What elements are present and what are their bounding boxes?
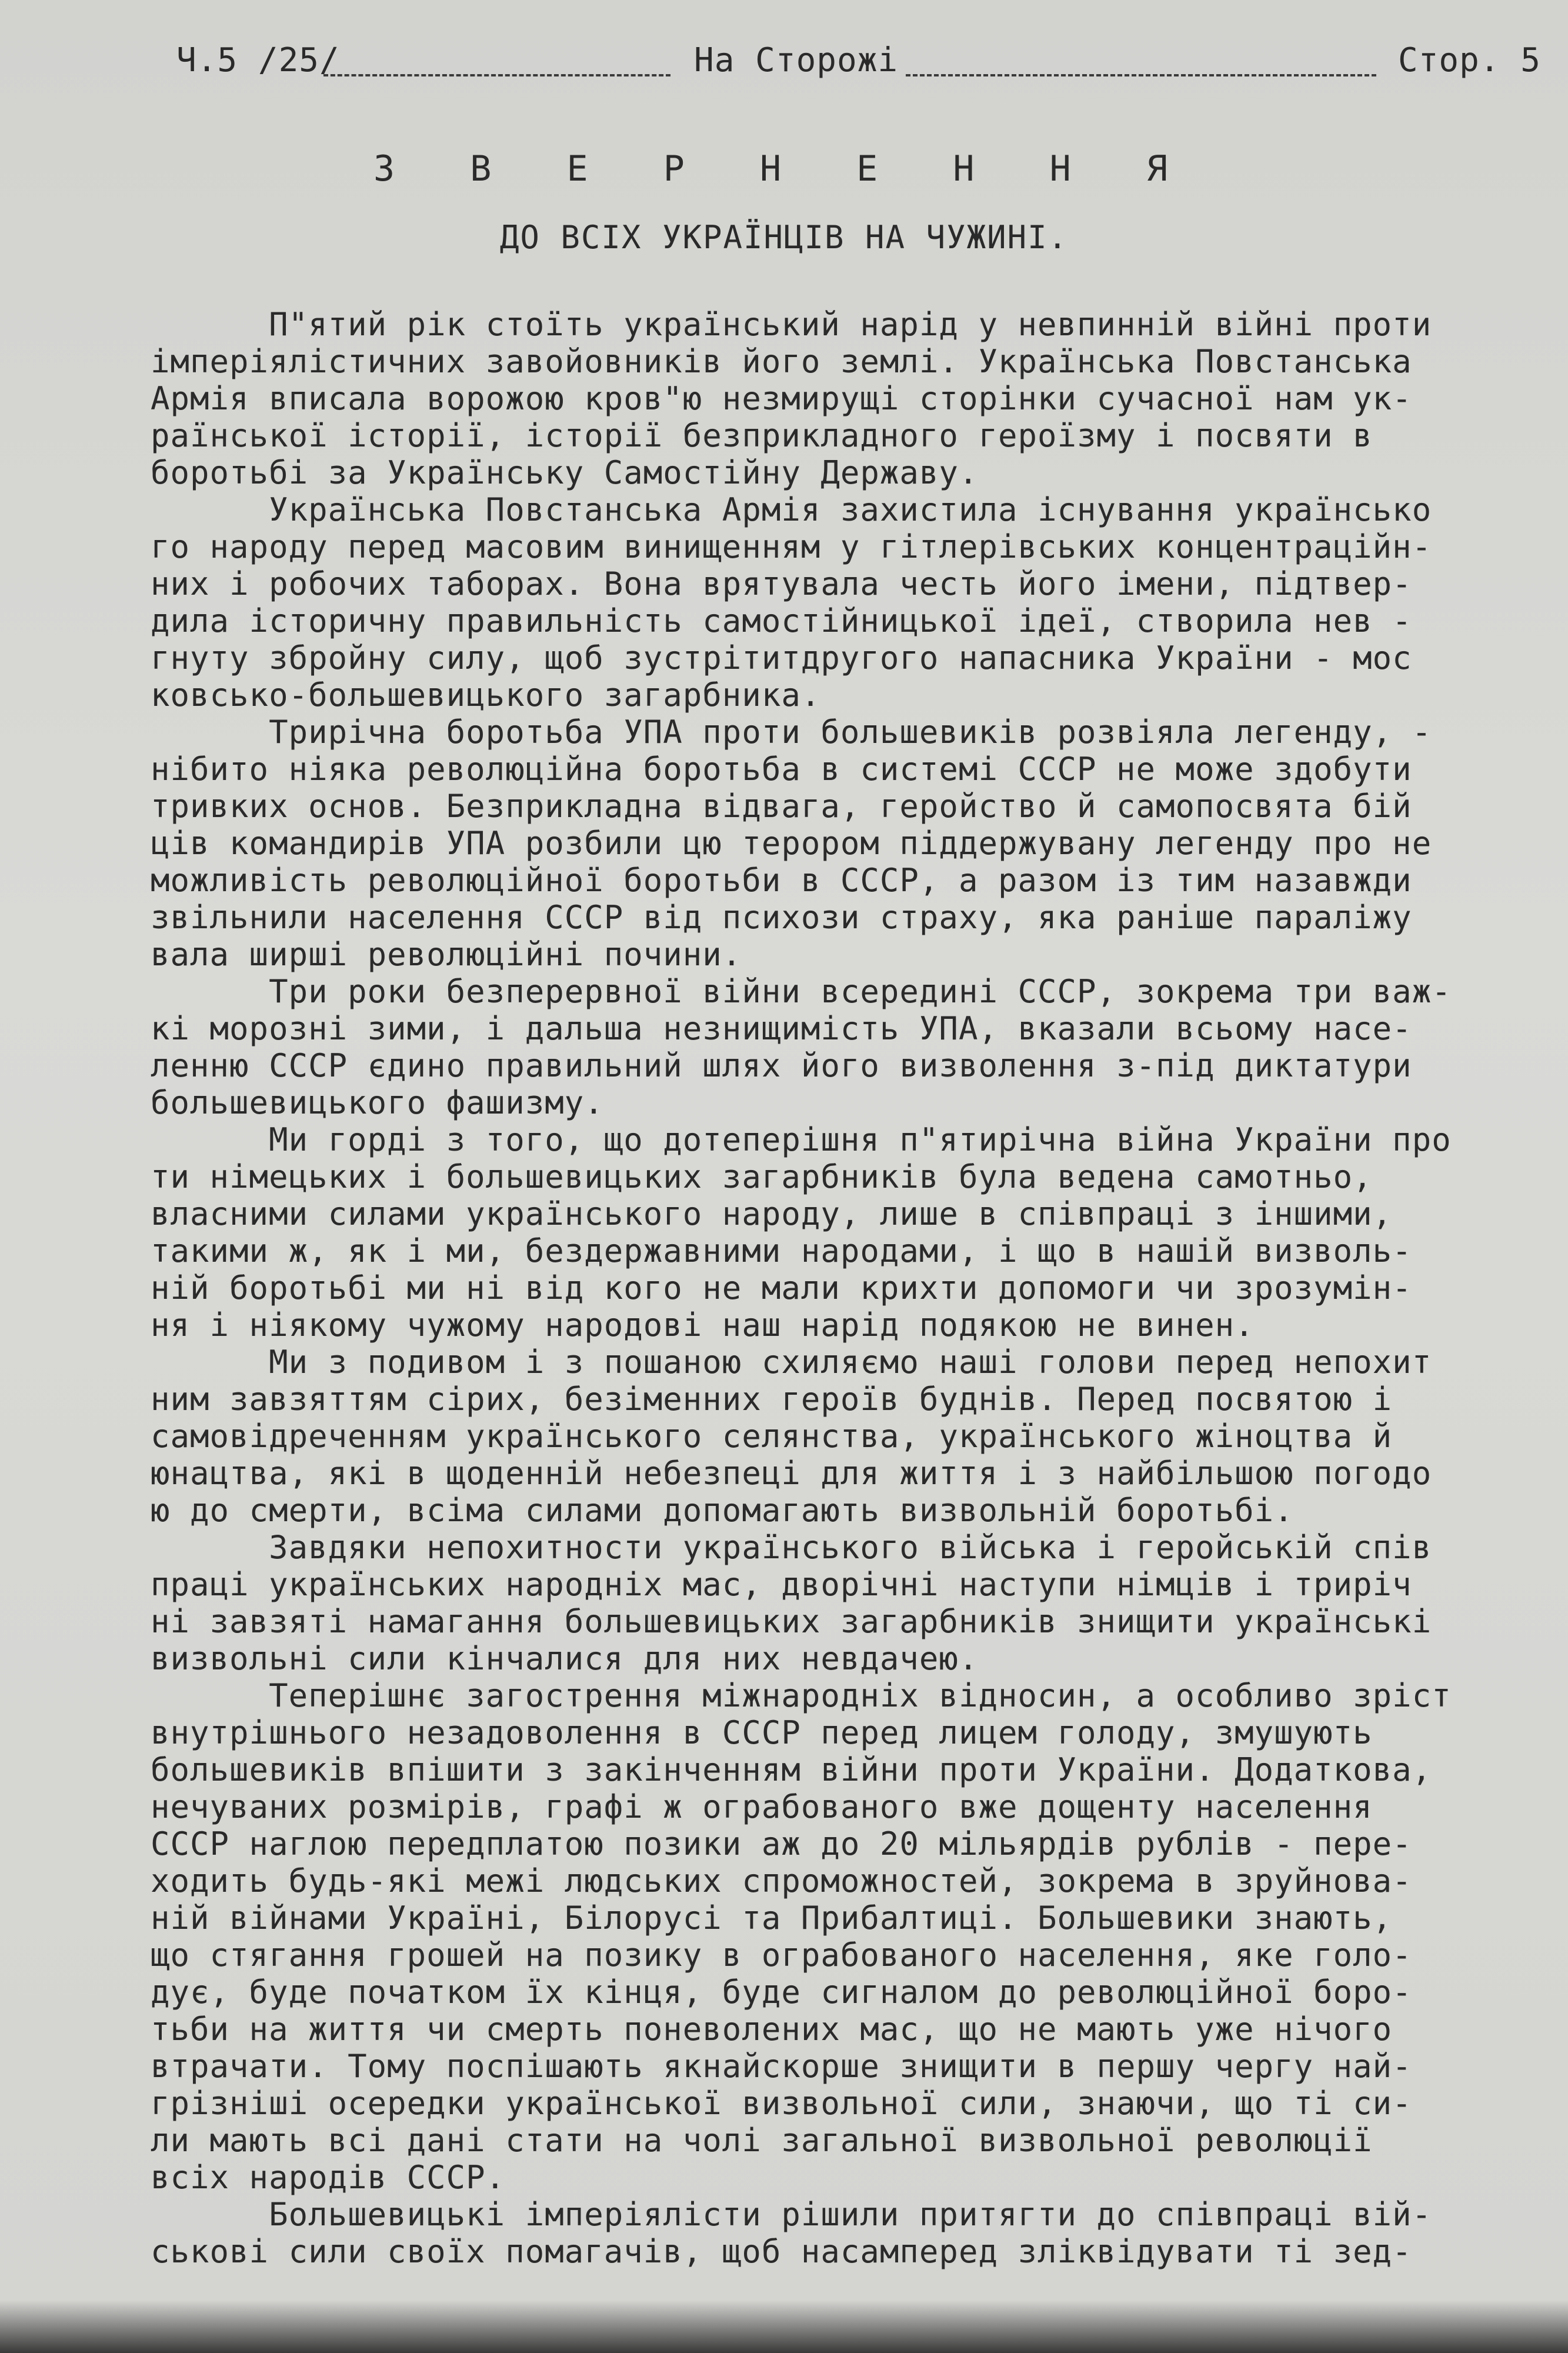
text-line: ю до смерти, всіма силами допомагають визвольній боротьбі. xyxy=(151,1492,1294,1529)
text-line: імперіялістичних завойовників його землі. Українська Повстанська xyxy=(151,343,1412,380)
text-line: большевиків впішити з закінченням війни проти України. Додаткова, xyxy=(151,1751,1432,1788)
text-line: вала ширші революційні почини. xyxy=(151,936,742,973)
text-line: Большевицькі імперіялісти рішили притягти до співпраці вій- xyxy=(151,2196,1432,2233)
text-line: ня і ніякому чужому народові наш нарід подякою не винен. xyxy=(151,1307,1255,1344)
text-line: ній боротьбі ми ні від кого не мали крихти допомоги чи зрозумін- xyxy=(151,1269,1412,1307)
text-line: праці українських народніх мас, дворічні наступи німців і триріч xyxy=(151,1566,1412,1603)
text-line: нечуваних розмірів, графі ж ограбованого вже дощенту населення xyxy=(151,1788,1373,1825)
text-line: Українська Повстанська Армія захистила існування українсько xyxy=(151,491,1432,528)
text-line: большевицького фашизму. xyxy=(151,1084,604,1121)
text-line: боротьбі за Українську Самостійну Державу. xyxy=(151,454,979,491)
text-line: ти німецьких і большевицьких загарбників була ведена самотньо, xyxy=(151,1158,1373,1195)
text-line: гнуту збройну силу, щоб зустрітитдругого напасника України - мос xyxy=(151,639,1412,676)
text-line: нібито ніяка революційна боротьба в системі СССР не може здобути xyxy=(151,751,1412,788)
text-line: го народу перед масовим винищенням у гітлерівських концентраційн- xyxy=(151,528,1432,565)
text-line: ськові сили своїх помагачів, щоб насамперед зліквідувати ті зед- xyxy=(151,2233,1412,2270)
text-line: такими ж, як і ми, бездержавними народами, і що в нашій визволь- xyxy=(151,1232,1412,1269)
text-line: втрачати. Тому поспішають якнайскорше знищити в першу чергу най- xyxy=(151,2048,1412,2085)
text-line: юнацтва, які в щоденній небезпеці для життя і з найбільшою погодо xyxy=(151,1455,1432,1492)
text-line: ленню СССР єдино правильний шлях його визволення з-під диктатури xyxy=(151,1047,1412,1084)
text-line: них і робочих таборах. Вона врятувала честь його імени, підтвер- xyxy=(151,565,1412,602)
text-line: кі морозні зими, і дальша незнищимість УПА, вказали всьому насе- xyxy=(151,1010,1412,1047)
publication-title: На Сторожі xyxy=(694,41,899,79)
text-line: ним завзяттям сірих, безіменних героїв буднів. Перед посвятою і xyxy=(151,1381,1393,1418)
text-line: ковсько-большевицького загарбника. xyxy=(151,676,821,714)
text-line: визвольні сили кінчалися для них невдачею. xyxy=(151,1640,979,1677)
text-line: Трирічна боротьба УПА проти большевиків розвіяла легенду, - xyxy=(151,714,1432,751)
page-number: Стор. 5 xyxy=(1397,41,1541,79)
text-line: можливість революційної боротьби в СССР, а разом із тим назавжди xyxy=(151,862,1412,899)
text-line: звільнили населення СССР від психози страху, яка раніше параліжу xyxy=(151,899,1412,936)
page-header xyxy=(176,41,1541,88)
text-line: Завдяки непохитности українського війська і геройській спів xyxy=(151,1529,1432,1566)
text-line: СССР наглою передплатою позики аж до 20 мільярдів рублів - пере- xyxy=(151,1825,1412,1862)
text-line: Ми горді з того, що дотеперішня п"ятирічна війна України про xyxy=(151,1121,1452,1158)
text-line: Теперішнє загострення міжнародніх відносин, а особливо зріст xyxy=(151,1677,1452,1714)
text-line: П"ятий рік стоїть український нарід у невпинній війні проти xyxy=(151,306,1432,343)
text-line: Армія вписала ворожою кров"ю незмирущі сторінки сучасної нам ук- xyxy=(151,380,1412,417)
document-subtitle: ДО ВСІХ УКРАЇНЦІВ НА ЧУЖИНІ. xyxy=(499,219,1069,256)
text-line: тривких основ. Безприкладна відвага, геройство й самопосвята бій xyxy=(151,788,1412,825)
text-line: тьби на життя чи смерть поневолених мас, що не мають уже нічого xyxy=(151,2011,1393,2048)
text-line: що стягання грошей на позику в ограбованого населення, яке голо- xyxy=(151,1937,1412,1974)
issue-number: Ч.5 /25/ xyxy=(176,41,340,79)
text-line: ходить будь-які межі людських спроможностей, зокрема в зруйнова- xyxy=(151,1862,1412,1899)
text-line: грізніші осередки української визвольної сили, знаючи, що ті си- xyxy=(151,2085,1412,2122)
header-dashes-right xyxy=(906,74,1376,76)
body-text xyxy=(151,306,1539,2270)
text-line: всіх народів СССР. xyxy=(151,2159,506,2196)
text-line: Ми з подивом і з пошаною схиляємо наші голови перед непохит xyxy=(151,1344,1432,1381)
text-line: Три роки безперервної війни всередині СССР, зокрема три важ- xyxy=(151,973,1452,1010)
text-line: дує, буде початком їх кінця, буде сигналом до революційної боро- xyxy=(151,1974,1412,2011)
text-line: ли мають всі дані стати на чолі загальної визвольної революції xyxy=(151,2122,1373,2159)
text-line: власними силами українського народу, лише в співпраці з іншими, xyxy=(151,1195,1393,1232)
page-edge-shadow xyxy=(0,2300,1568,2353)
header-dashes-left xyxy=(323,74,670,76)
text-line: ній війнами Україні, Білорусі та Прибалтиці. Большевики знають, xyxy=(151,1899,1393,1937)
text-line: раїнської історії, історії безприкладного героїзму і посвяти в xyxy=(151,417,1373,454)
text-line: внутрішнього незадоволення в СССР перед лицем голоду, змушують xyxy=(151,1714,1373,1751)
text-line: самовідреченням українського селянства, українського жіноцтва й xyxy=(151,1418,1393,1455)
text-line: ців командирів УПА розбили цю терором піддержувану легенду про не xyxy=(151,825,1432,862)
document-title: З В Е Р Н Е Н Н Я xyxy=(373,148,1195,189)
text-line: ні завзяті намагання большевицьких загарбників знищити українські xyxy=(151,1603,1432,1640)
text-line: дила історичну правильність самостійницької ідеї, створила нев - xyxy=(151,602,1412,639)
